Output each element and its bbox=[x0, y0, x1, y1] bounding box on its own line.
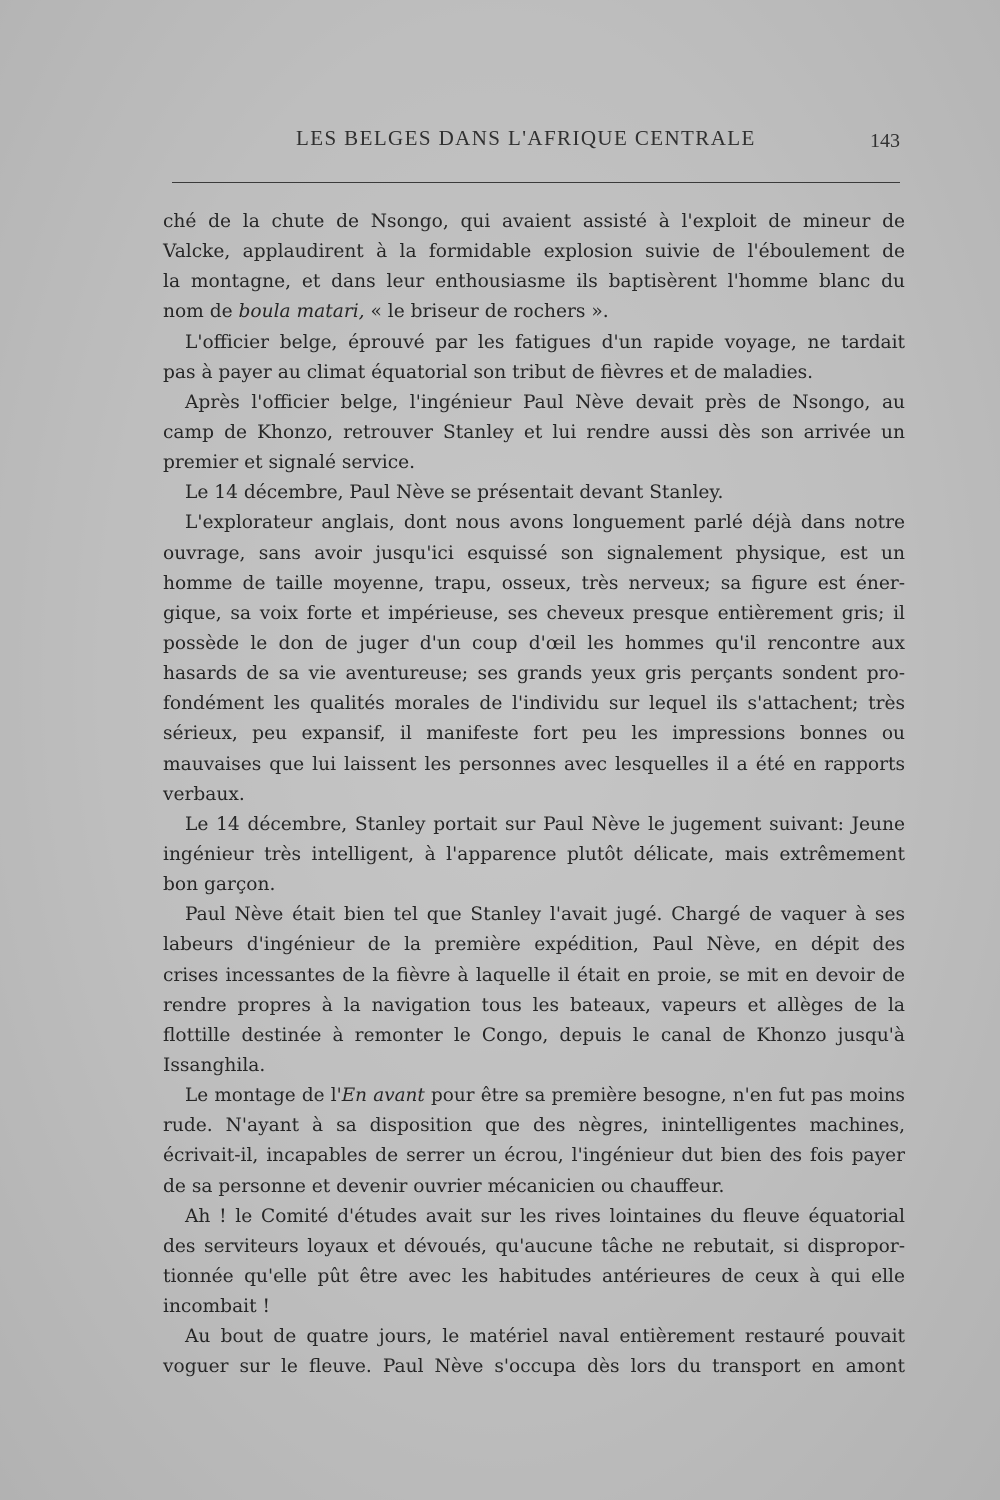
text-line: gique, sa voix forte et impérieuse, ses cheveux presque entièrement gris; il bbox=[163, 602, 905, 624]
text-line: possède le don de juger d'un coup d'œil les hommes qu'il rencontre aux bbox=[163, 632, 905, 654]
text-line: tionnée qu'elle pût être avec les habitudes antérieures de ceux à qui elle bbox=[163, 1265, 905, 1287]
text-run: nom de bbox=[163, 301, 239, 323]
italic-text-run: boula matari, bbox=[238, 301, 365, 323]
text-line: labeurs d'ingénieur de la première expédition, Paul Nève, en dépit des bbox=[163, 934, 905, 956]
body-text bbox=[163, 207, 905, 1382]
text-run: Le montage de l' bbox=[185, 1085, 342, 1107]
text-line: des serviteurs loyaux et dévoués, qu'aucune tâche ne rebutait, si dispropor- bbox=[163, 1235, 905, 1257]
text-line bbox=[163, 297, 905, 327]
text-line: premier et signalé service. bbox=[163, 452, 416, 474]
text-line: bon garçon. bbox=[163, 874, 276, 896]
text-run: « le briseur de rochers ». bbox=[364, 301, 609, 323]
text-line: verbaux. bbox=[163, 783, 245, 805]
text-line: Le 14 décembre, Paul Nève se présentait devant Stanley. bbox=[185, 482, 724, 504]
text-line: mauvaises que lui laissent les personnes avec lesquelles il a été en rapports bbox=[163, 753, 905, 775]
italic-text-run: En avant bbox=[341, 1085, 425, 1107]
text-line: de sa personne et devenir ouvrier mécanicien ou chauffeur. bbox=[163, 1175, 725, 1197]
text-line: la montagne, et dans leur enthousiasme ils baptisèrent l'homme blanc du bbox=[163, 271, 905, 293]
text-line: ingénieur très intelligent, à l'apparence plutôt délicate, mais extrêmement bbox=[163, 843, 905, 865]
text-line: Après l'officier belge, l'ingénieur Paul Nève devait près de Nsongo, au bbox=[185, 391, 905, 413]
text-line: L'officier belge, éprouvé par les fatigues d'un rapide voyage, ne tardait bbox=[185, 331, 905, 353]
text-line: voguer sur le fleuve. Paul Nève s'occupa dès lors du transport en amont bbox=[163, 1356, 905, 1378]
running-title: LES BELGES DANS L'AFRIQUE CENTRALE bbox=[296, 126, 756, 150]
text-line: rendre propres à la navigation tous les bateaux, vapeurs et allèges de la bbox=[163, 994, 905, 1016]
text-line bbox=[163, 1081, 905, 1111]
text-line: hasards de sa vie aventureuse; ses grands yeux gris perçants sondent pro- bbox=[163, 663, 905, 685]
text-line: fondément les qualités morales de l'individu sur lequel ils s'attachent; très bbox=[163, 693, 905, 715]
text-line: Au bout de quatre jours, le matériel naval entièrement restauré pouvait bbox=[185, 1326, 905, 1348]
text-line: Valcke, applaudirent à la formidable explosion suivie de l'éboulement de bbox=[163, 241, 905, 263]
header-rule bbox=[172, 182, 900, 183]
text-line: flottille destinée à remonter le Congo, depuis le canal de Khonzo jusqu'à bbox=[163, 1024, 905, 1046]
text-line: homme de taille moyenne, trapu, osseux, très nerveux; sa figure est éner- bbox=[163, 572, 905, 594]
text-run: pour être sa première besogne, n'en fut pas moins bbox=[424, 1085, 905, 1107]
text-line: camp de Khonzo, retrouver Stanley et lui rendre aussi dès son arrivée un bbox=[163, 421, 905, 443]
running-head bbox=[170, 124, 900, 158]
text-line: Le 14 décembre, Stanley portait sur Paul Nève le jugement suivant: Jeune bbox=[185, 813, 905, 835]
text-line: L'explorateur anglais, dont nous avons longuement parlé déjà dans notre bbox=[185, 512, 905, 534]
page-number: 143 bbox=[870, 130, 900, 152]
text-line: rude. N'ayant à sa disposition que des nègres, inintelligentes machines, bbox=[163, 1115, 905, 1137]
text-line: sérieux, peu expansif, il manifeste fort peu les impressions bonnes ou bbox=[163, 723, 905, 745]
text-line: Issanghila. bbox=[163, 1054, 266, 1076]
text-line: Paul Nève était bien tel que Stanley l'avait jugé. Chargé de vaquer à ses bbox=[185, 904, 905, 926]
text-line: ché de la chute de Nsongo, qui avaient assisté à l'exploit de mineur de bbox=[163, 211, 905, 232]
text-line: ouvrage, sans avoir jusqu'ici esquissé son signalement physique, est un bbox=[163, 542, 905, 564]
text-line: crises incessantes de la fièvre à laquelle il était en proie, se mit en devoir de bbox=[163, 964, 905, 986]
text-line: Ah ! le Comité d'études avait sur les rives lointaines du fleuve équatorial bbox=[185, 1205, 905, 1227]
text-line: pas à payer au climat équatorial son tribut de fièvres et de maladies. bbox=[163, 361, 814, 383]
text-line: écrivait-il, incapables de serrer un écrou, l'ingénieur dut bien des fois payer bbox=[163, 1145, 905, 1167]
text-line: incombait ! bbox=[163, 1296, 270, 1318]
